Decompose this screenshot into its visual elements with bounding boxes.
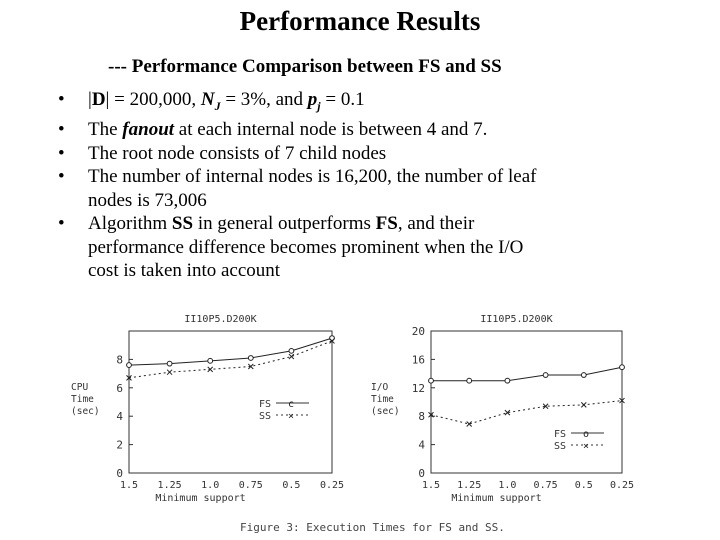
bullet-item-algorithm-comparison: • Algorithm SS in general outperforms FS, and their performance difference becomes prominent when the I/O cost is taken into account (58, 213, 524, 282)
cpu-time-chart (66, 308, 356, 514)
data-point-fs (505, 378, 510, 383)
x-tick-label: 1.25 (157, 480, 182, 491)
figure-caption: Figure 3: Execution Times for FS and SS. (240, 521, 505, 534)
io-time-chart (366, 308, 656, 514)
y-tick-label: 8 (116, 353, 123, 367)
data-point-fs (127, 363, 132, 368)
legend-label-fs: FS (258, 399, 271, 410)
bullet-icon: • (58, 119, 65, 141)
bullet-item-fanout: • The fanout at each internal node is between 4 and 7. (58, 119, 488, 141)
y-tick-label: 4 (418, 438, 425, 452)
y-axis-label: (sec) (371, 406, 400, 417)
data-point-fs (208, 358, 213, 363)
y-axis-label: I/O (371, 382, 389, 393)
y-tick-label: 2 (116, 438, 123, 452)
data-point-fs (620, 365, 625, 370)
x-tick-label: 1.5 (119, 480, 139, 491)
x-axis-label: Minimum support (451, 493, 542, 504)
legend-symbol-ss: × (287, 411, 295, 422)
data-point-fs (429, 378, 434, 383)
data-point-ss (208, 367, 213, 372)
x-tick-label: 1.5 (421, 480, 441, 491)
x-tick-label: 0.75 (238, 480, 263, 491)
data-point-fs (467, 378, 472, 383)
legend-label-ss: SS (553, 441, 566, 452)
data-point-ss (167, 370, 172, 375)
x-tick-label: 0.5 (282, 480, 301, 491)
series-line-ss (431, 401, 622, 424)
legend-symbol-fs: c (287, 399, 295, 410)
y-tick-label: 4 (116, 410, 123, 424)
legend-symbol-fs: o (582, 429, 590, 440)
y-axis-label: CPU (71, 382, 89, 393)
x-tick-label: 0.75 (533, 480, 558, 491)
bullet-icon: • (58, 166, 65, 188)
series-line-fs (129, 338, 332, 365)
slide-subtitle: --- Performance Comparison between FS and SS (108, 56, 502, 77)
series-line-fs (431, 367, 622, 380)
bullet-icon: • (58, 89, 65, 110)
x-tick-label: 0.25 (319, 480, 345, 491)
chart-title: II10P5.D200K (480, 314, 553, 325)
bullet-list (58, 88, 698, 283)
bullet-icon: • (58, 142, 65, 164)
data-point-ss (289, 354, 294, 359)
y-tick-label: 6 (116, 381, 123, 395)
legend-symbol-ss: × (582, 441, 590, 452)
x-tick-label: 0.25 (609, 480, 635, 491)
legend-label-ss: SS (258, 411, 271, 422)
bullet-item-node-counts: • The number of internal nodes is 16,200, the number of leaf nodes is 73,006 (58, 166, 537, 211)
legend-label-fs: FS (553, 429, 566, 440)
y-tick-label: 16 (411, 353, 425, 367)
x-tick-label: 0.5 (574, 480, 593, 491)
y-axis-label: Time (71, 394, 94, 405)
plot-frame (431, 331, 622, 473)
chart-title: II10P5.D200K (184, 314, 257, 325)
y-axis-label: Time (371, 394, 394, 405)
slide-title: Performance Results (239, 6, 481, 36)
y-tick-label: 0 (116, 467, 123, 480)
x-tick-label: 1.0 (498, 480, 517, 491)
x-tick-label: 1.25 (457, 480, 482, 491)
data-point-fs (581, 373, 586, 378)
data-point-fs (543, 373, 548, 378)
bullet-item-dataset-params: • |D| = 200,000, $N_J = 3\%$, and $p_j = 0.1$ (58, 89, 365, 113)
data-point-fs (289, 348, 294, 353)
data-point-ss (581, 402, 586, 407)
x-tick-label: 1.0 (201, 480, 220, 491)
y-tick-label: 8 (418, 410, 425, 424)
y-tick-label: 12 (411, 381, 425, 395)
y-tick-label: 20 (411, 325, 425, 338)
data-point-fs (248, 356, 253, 361)
y-tick-label: 0 (418, 467, 425, 480)
x-axis-label: Minimum support (155, 493, 246, 504)
data-point-fs (167, 361, 172, 366)
bullet-item-root-node: • The root node consists of 7 child nodes (58, 142, 387, 164)
bullet-icon: • (58, 213, 65, 235)
y-axis-label: (sec) (71, 406, 100, 417)
